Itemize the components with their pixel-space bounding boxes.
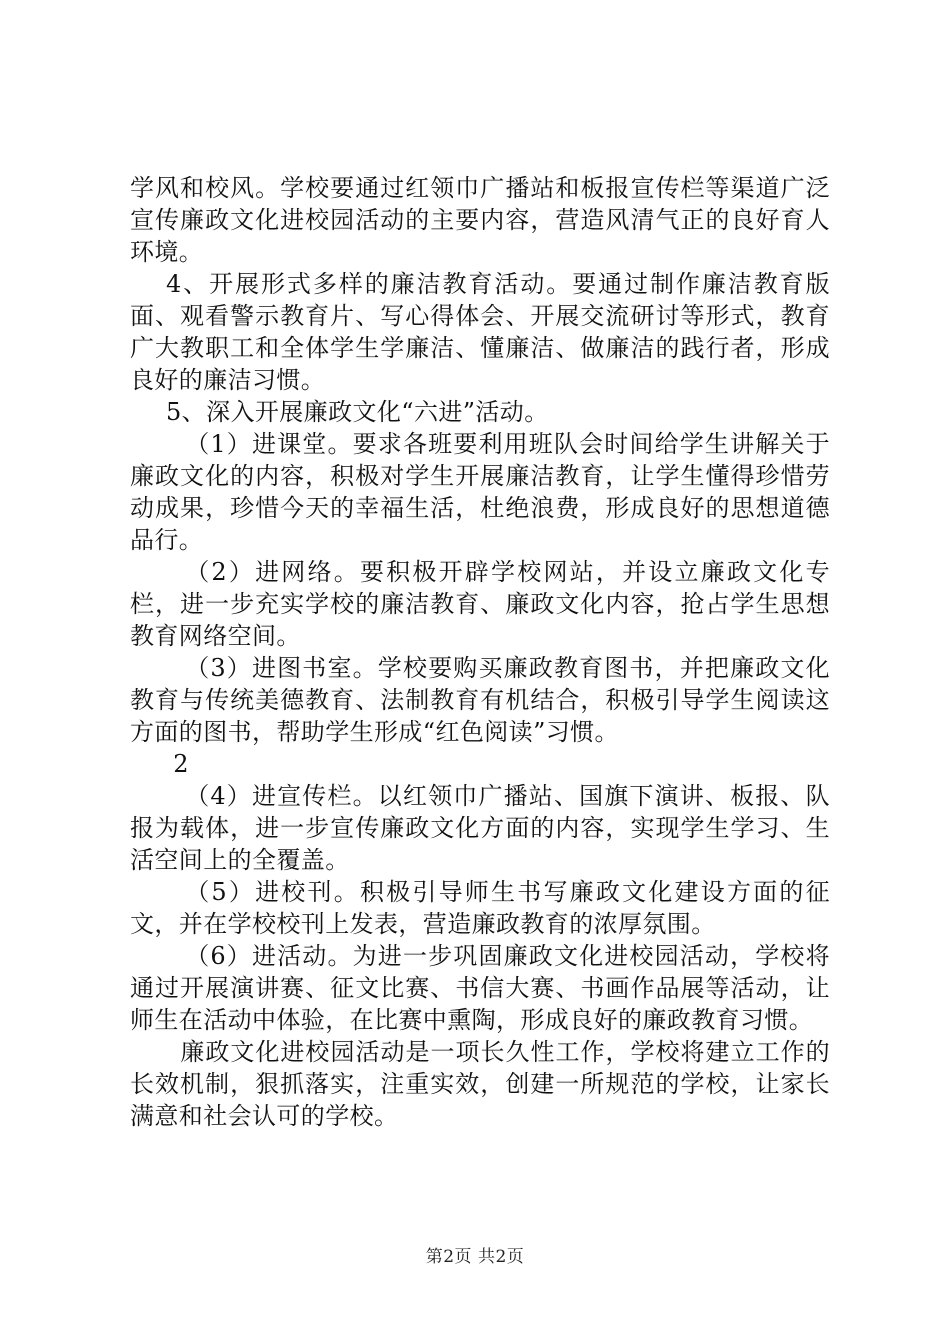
paragraph-sub-1: （1）进课堂。要求各班要利用班队会时间给学生讲解关于廉政文化的内容，积极对学生开展廉洁教育，让学生懂得珍惜劳动成果，珍惜今天的幸福生活，杜绝浪费，形成良好的思想道德品行。 — [130, 430, 830, 554]
paragraph-sub-6: （6）进活动。为进一步巩固廉政文化进校园活动，学校将通过开展演讲赛、征文比赛、书信大赛、书画作品展等活动，让师生在活动中体验，在比赛中熏陶，形成良好的廉政教育习惯。 — [130, 942, 830, 1034]
paragraph-sub-2: （2）进网络。要积极开辟学校网站，并设立廉政文化专栏，进一步充实学校的廉洁教育、廉政文化内容，抢占学生思想教育网络空间。 — [130, 558, 830, 650]
paragraph-sub-5: （5）进校刊。积极引导师生书写廉政文化建设方面的征文，并在学校校刊上发表，营造廉政教育的浓厚氛围。 — [130, 878, 830, 938]
inline-page-number: 2 — [173, 750, 189, 778]
paragraph-item-4: 4、开展形式多样的廉洁教育活动。要通过制作廉洁教育版面、观看警示教育片、写心得体会、开展交流研讨等形式，教育广大教职工和全体学生学廉洁、懂廉洁、做廉洁的践行者，形成良好的廉洁习惯。 — [130, 270, 830, 394]
paragraph-conclusion: 廉政文化进校园活动是一项长久性工作，学校将建立工作的长效机制，狠抓落实，注重实效，创建一所规范的学校，让家长满意和社会认可的学校。 — [130, 1038, 830, 1130]
page-footer: 第2页 共2页 — [425, 1247, 525, 1267]
paragraph-continuation: 学风和校风。学校要通过红领巾广播站和板报宣传栏等渠道广泛宣传廉政文化进校园活动的主要内容，营造风清气正的良好育人环境。 — [130, 174, 830, 266]
paragraph-item-5: 5、深入开展廉政文化“六进”活动。 — [166, 398, 549, 426]
paragraph-sub-4: （4）进宣传栏。以红领巾广播站、国旗下演讲、板报、队报为载体，进一步宣传廉政文化方面的内容，实现学生学习、生活空间上的全覆盖。 — [130, 782, 830, 874]
paragraph-sub-3: （3）进图书室。学校要购买廉政教育图书，并把廉政文化教育与传统美德教育、法制教育有机结合，积极引导学生阅读这方面的图书，帮助学生形成“红色阅读”习惯。 — [130, 654, 830, 746]
document-body — [130, 172, 830, 1132]
